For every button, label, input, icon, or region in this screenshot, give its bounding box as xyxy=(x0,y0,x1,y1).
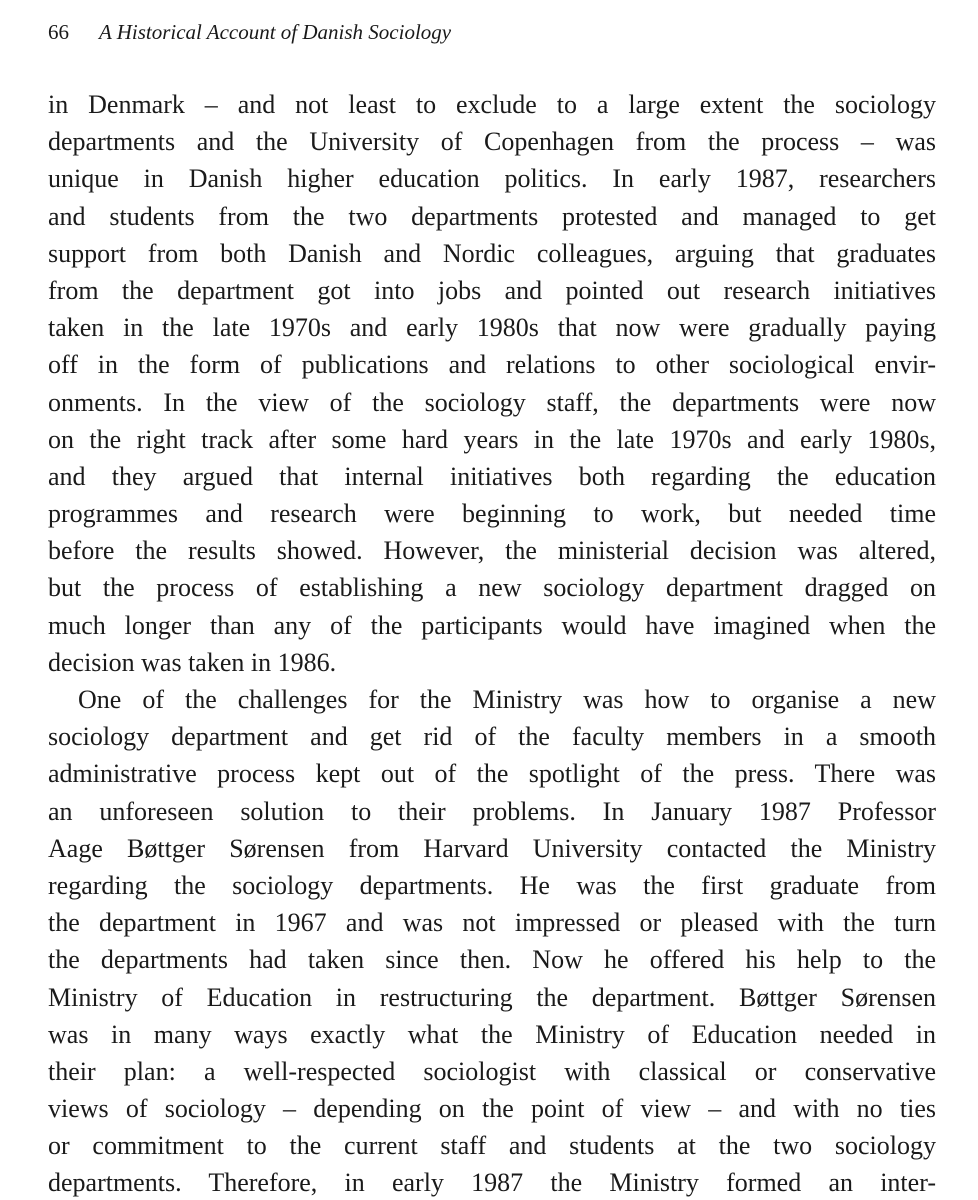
text-line: the department in 1967 and was not impressed or pleased with the turn xyxy=(48,908,936,938)
text-line: but the process of establishing a new sociology department dragged on xyxy=(48,573,936,603)
text-line: on the right track after some hard years in the late 1970s and early 1980s, xyxy=(48,424,936,454)
text-line: an unforeseen solution to their problems. In January 1987 Professor xyxy=(48,796,936,826)
text-line: from the department got into jobs and pointed out research initiatives xyxy=(48,275,936,305)
text-line: much longer than any of the participants would have imagined when the xyxy=(48,610,936,640)
text-line: and students from the two departments protested and managed to get xyxy=(48,201,936,231)
text-line: in Denmark – and not least to exclude to a large extent the sociology xyxy=(48,90,936,119)
paragraph-1 xyxy=(48,86,936,681)
text-line: taken in the late 1970s and early 1980s that now were gradually paying xyxy=(48,313,936,343)
text-line: views of sociology – depending on the point of view – and with no ties xyxy=(48,1094,936,1124)
text-line: unique in Danish higher education politics. In early 1987, researchers xyxy=(48,164,936,194)
text-line: administrative process kept out of the spotlight of the press. There was xyxy=(48,759,936,789)
text-line: regarding the sociology departments. He was the first graduate from xyxy=(48,870,936,900)
body-text xyxy=(48,86,936,1200)
text-line: departments. Therefore, in early 1987 the Ministry formed an inter- xyxy=(48,1168,936,1198)
text-line: programmes and research were beginning to work, but needed time xyxy=(48,499,936,529)
text-line: support from both Danish and Nordic colleagues, arguing that graduates xyxy=(48,238,936,268)
text-line: Ministry of Education in restructuring the department. Bøttger Sørensen xyxy=(48,982,936,1012)
text-line: or commitment to the current staff and students at the two sociology xyxy=(48,1131,936,1161)
text-line: was in many ways exactly what the Ministry of Education needed in xyxy=(48,1019,936,1049)
text-line: Aage Bøttger Sørensen from Harvard University contacted the Ministry xyxy=(48,833,936,863)
text-line: before the results showed. However, the ministerial decision was altered, xyxy=(48,536,936,566)
text-line: onments. In the view of the sociology staff, the departments were now xyxy=(48,387,936,417)
text-line: the departments had taken since then. Now he offered his help to the xyxy=(48,945,936,975)
text-line: their plan: a well-respected sociologist with classical or conservative xyxy=(48,1056,936,1086)
text-line: off in the form of publications and relations to other sociological envir- xyxy=(48,350,936,380)
paragraph-2 xyxy=(48,681,936,1200)
text-line: and they argued that internal initiatives both regarding the education xyxy=(48,461,936,491)
text-line: One of the challenges for the Ministry was how to organise a new xyxy=(78,685,936,714)
text-line: sociology department and get rid of the faculty members in a smooth xyxy=(48,722,936,752)
running-head xyxy=(48,16,451,48)
text-line: departments and the University of Copenhagen from the process – was xyxy=(48,127,936,157)
page-number: 66 xyxy=(48,19,69,44)
book-title: A Historical Account of Danish Sociology xyxy=(99,19,452,44)
text-line: decision was taken in 1986. xyxy=(48,647,337,677)
